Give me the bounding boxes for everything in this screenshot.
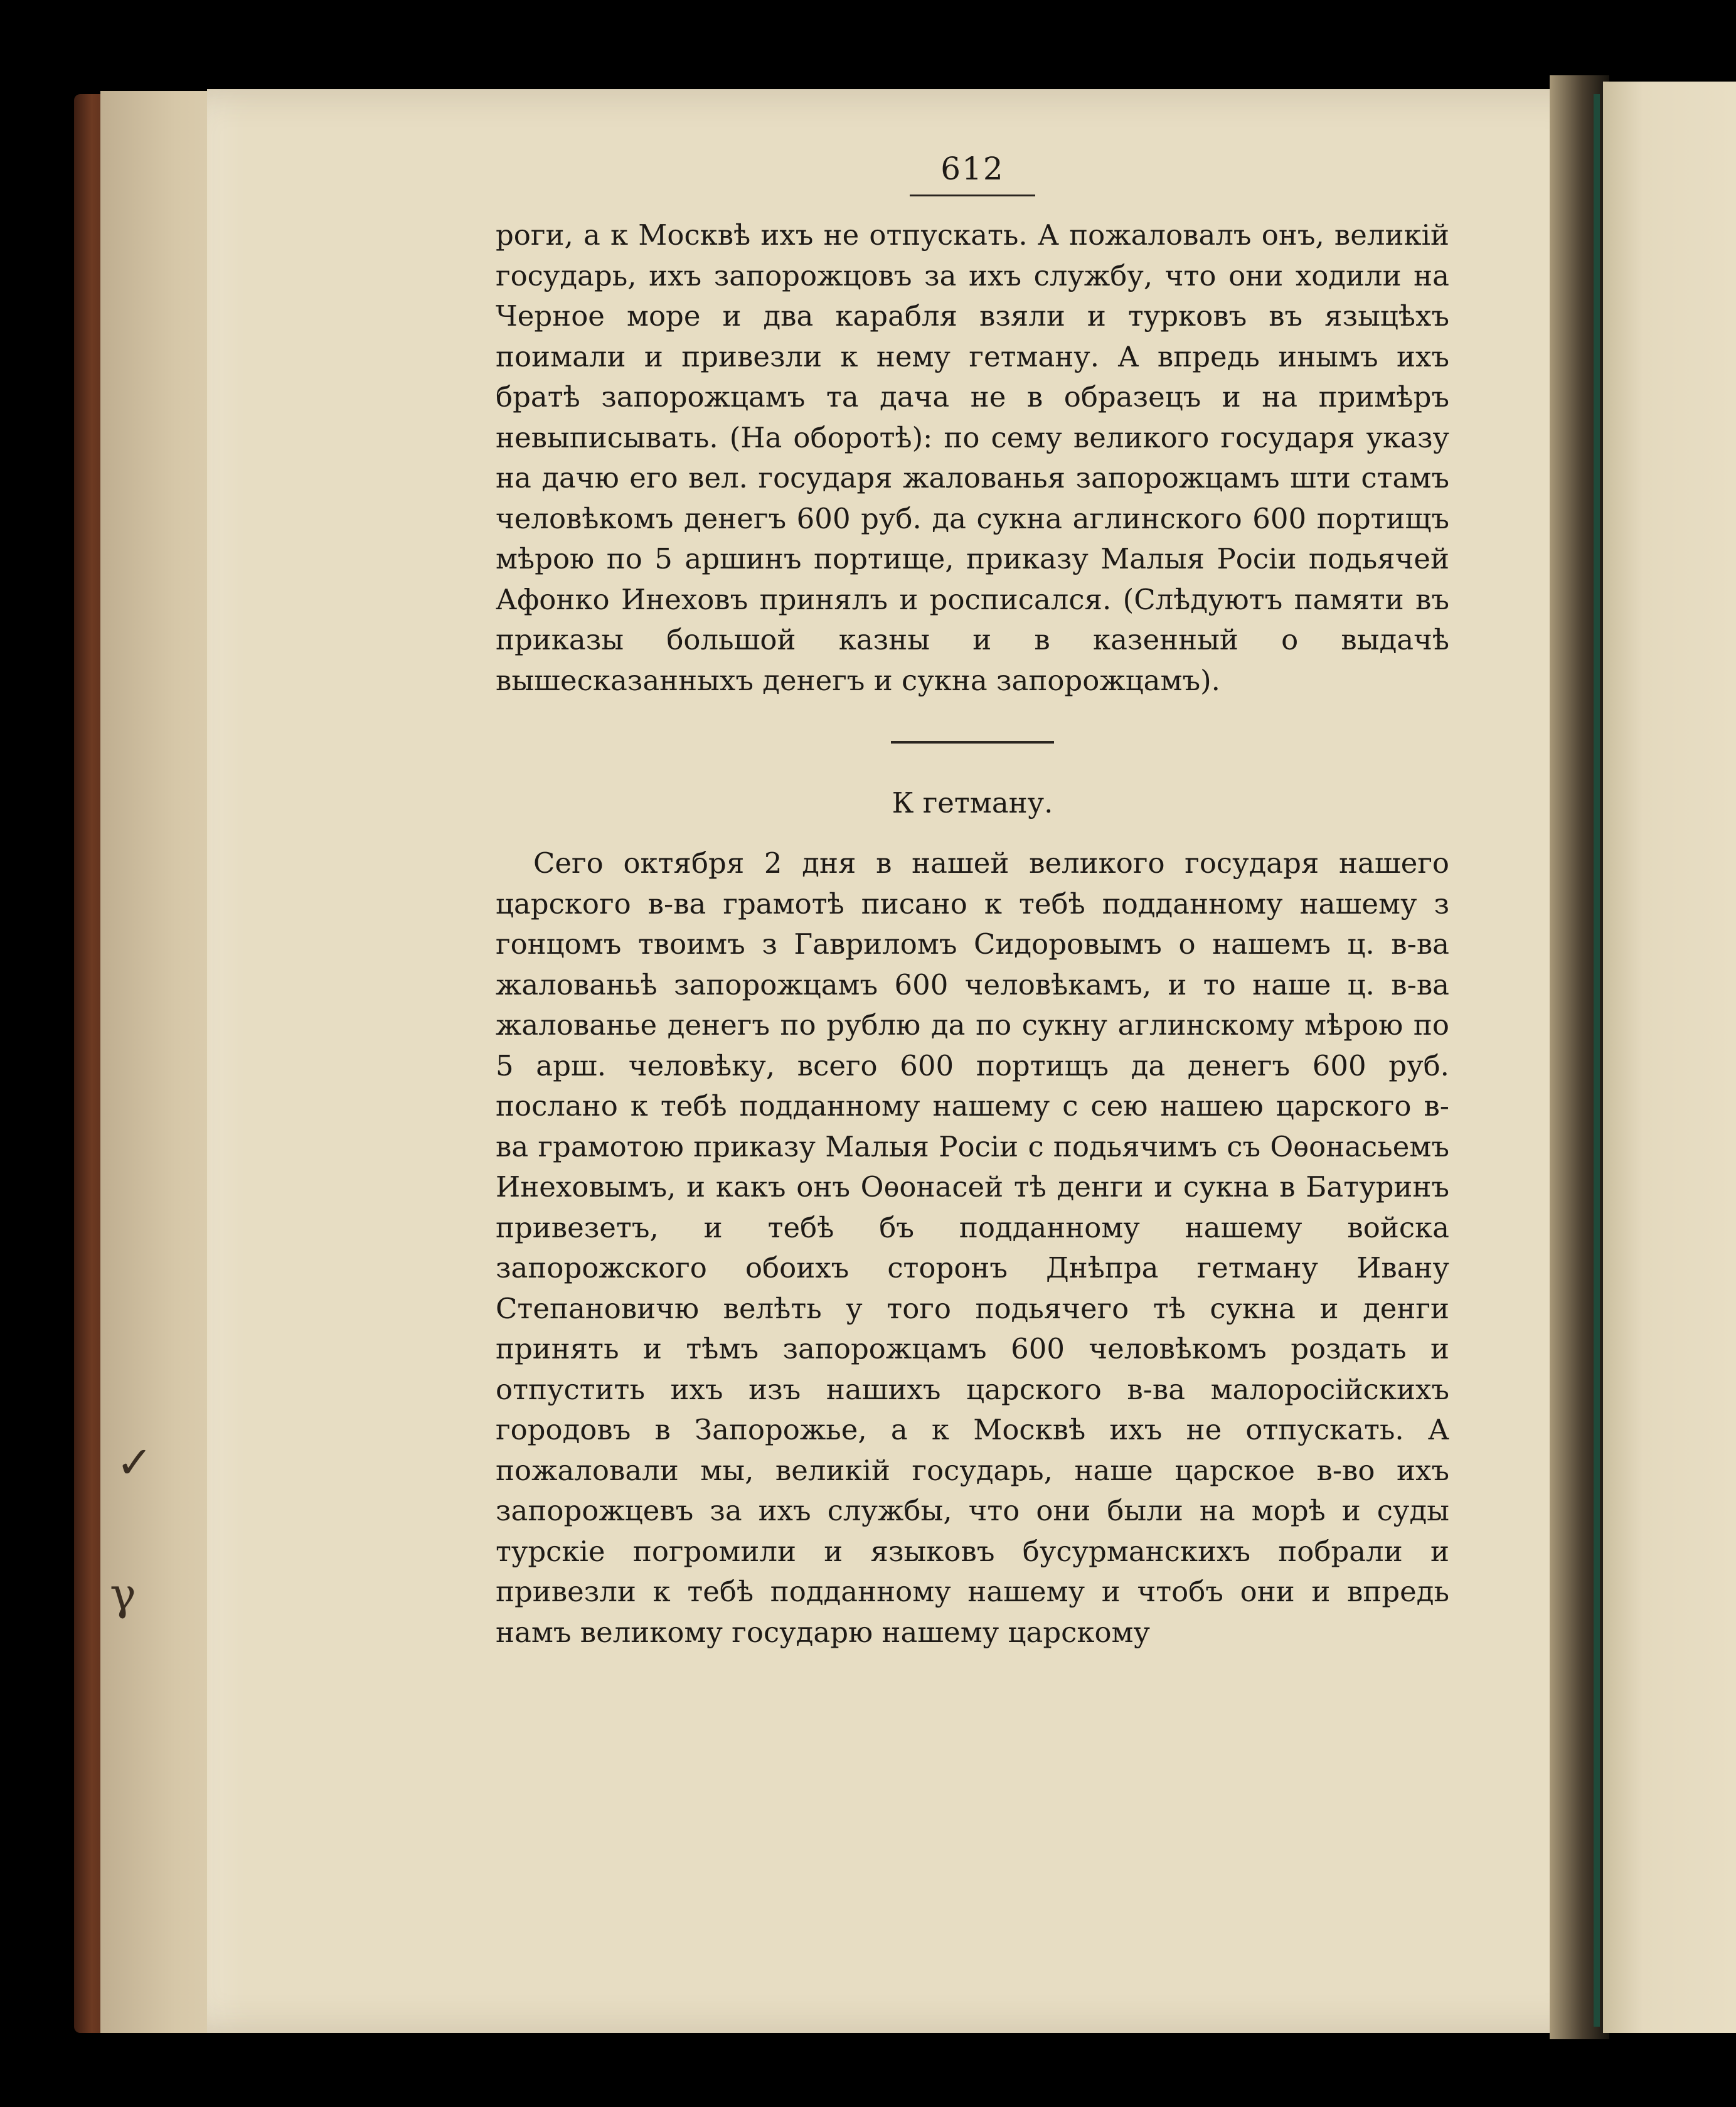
margin-mark-upper: ✓ — [116, 1437, 153, 1488]
facing-page — [1603, 82, 1736, 2033]
spine-binding — [1594, 94, 1600, 2027]
book-gutter — [1550, 75, 1609, 2039]
page-number: 612 — [910, 151, 1035, 196]
section-heading: К гетману. — [892, 786, 1053, 819]
text-paragraph-letter: Сего октября 2 дня в нашей великого государя нашего царского в-ва грамотѣ писано к тебѣ подданному нашему з гонцомъ твоимъ з Гавриломъ Сидоровымъ о нашемъ ц. в-ва жалованьѣ запорожцамъ 600 человѣкамъ, и то наше ц. в-ва жалованье денегъ по рублю да по сукну аглинскому мѣрою по 5 арш. человѣку, всего 600 портищъ да денегъ 600 руб. послано к тебѣ подданному нашему с сею нашею царского в-ва грамотою приказу Малыя Росіи с подьячимъ съ Оѳонасьемъ Инеховымъ, и какъ онъ Оѳонасей тѣ денги и сукна в Батуринъ привезетъ, и тебѣ бъ подданному нашему войска запорожского обоихъ сторонъ Днѣпра гетману Ивану Степановичю велѣть у того подьячего тѣ сукна и денги принять и тѣмъ запорожцамъ 600 человѣкомъ роздать и отпустить ихъ изъ нашихъ царского в-ва малоросійскихъ городовъ в Запорожье, а к Москвѣ ихъ не отпускать. А пожаловали мы, великій государь, наше царское в-во ихъ запорожцевъ за ихъ службы, что они были на морѣ и суды турскіе погромили и языковъ бусурманскихъ побрали и привезли к тебѣ подданному нашему и чтобъ они и впредь намъ великому государю нашему царскому — [496, 846, 1449, 1649]
text-paragraph-continued: роги, а к Москвѣ ихъ не отпускать. А пожаловалъ онъ, великій государь, ихъ запорожцовъ за ихъ службу, что они ходили на Черное море и два карабля взяли и турковъ въ языцѣхъ поимали и привезли к нему гетману. А впредь инымъ ихъ братѣ запорожцамъ та дача не в образецъ и на примѣръ невыписывать. (На оборотѣ): по сему великого государя указу на дачю его вел. государя жалованья запорожцамъ шти стамъ человѣкомъ денегъ 600 руб. да сукна аглинского 600 портищъ мѣрою по 5 аршинъ портище, приказу Малыя Росіи подьячей Афонко Инеховъ принялъ и росписался. (Слѣдуютъ памяти въ приказы большой казны и в казенный о выдачѣ вышесказанныхъ денегъ и сукна запорожцамъ). — [496, 218, 1449, 697]
section-divider — [891, 741, 1054, 744]
page-content — [496, 151, 1449, 1653]
margin-mark-lower: γ — [110, 1569, 136, 1620]
